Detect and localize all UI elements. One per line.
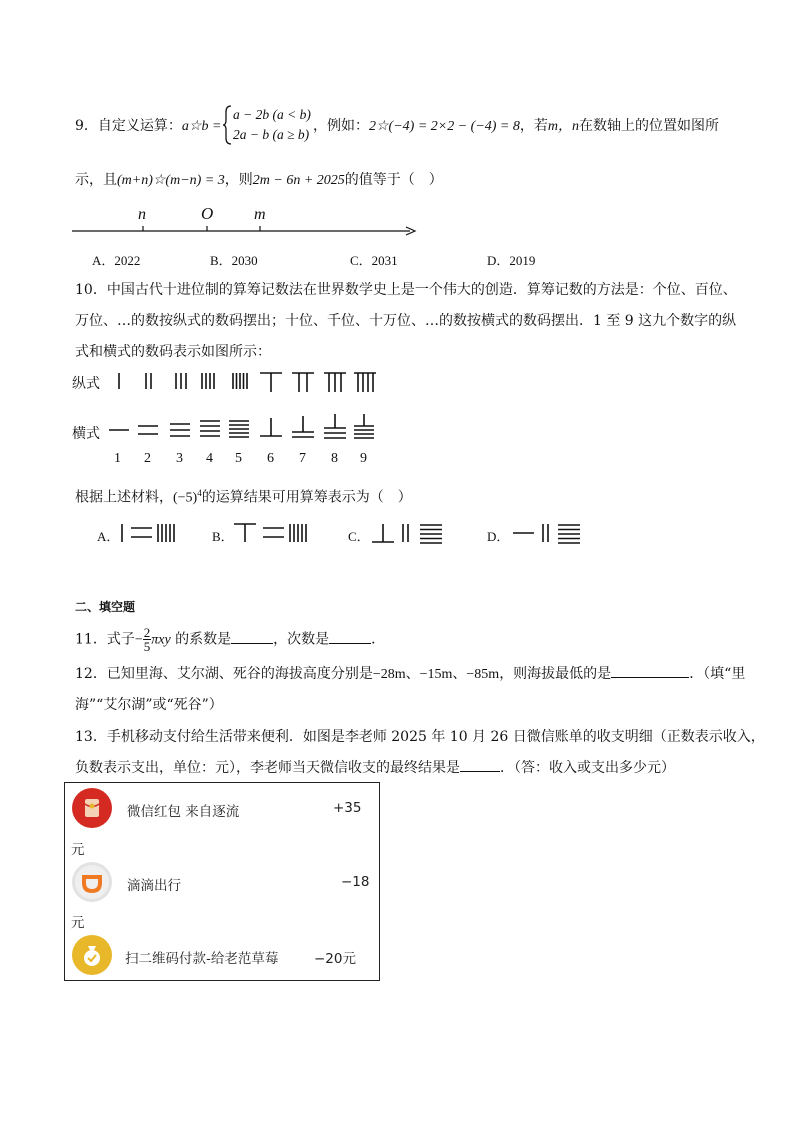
q10-option-a-label[interactable]: A．	[97, 529, 120, 544]
q9-example: 2☆(−4) = 2×2 − (−4) = 8	[369, 119, 520, 134]
q10-option-a-rods[interactable]	[118, 518, 188, 548]
didi-icon	[72, 862, 112, 902]
q11-blank-degree[interactable]	[329, 629, 371, 644]
money-bag-icon	[72, 935, 112, 975]
q9-cond: (m+n)☆(m−n) = 3	[117, 173, 225, 188]
q12-values: −28m、−15m、−85m	[372, 667, 500, 682]
q10-line1: 10．中国古代十进位制的算筹记数法在世界数学史上是一个伟大的创造．算筹记数的方法是：个位、百位、	[75, 282, 737, 298]
q9-line2-end: 的值等于（ ）	[344, 172, 443, 188]
q9-case2: 2a − b (a ≥ b)	[233, 127, 310, 142]
digit-label: 8	[331, 451, 338, 466]
q9-after-example: ，若	[519, 118, 548, 134]
q9-prefix: 9．自定义运算：	[75, 118, 182, 134]
q12-start: 12．已知里海、艾尔湖、死谷的海拔高度分别是	[75, 666, 373, 682]
fraction-numerator: 2	[143, 625, 151, 640]
q11-fraction	[143, 626, 152, 653]
q10-option-c-rods[interactable]	[370, 518, 450, 548]
digit-label: 9	[360, 451, 367, 466]
number-line	[70, 200, 420, 240]
q10-option-d-rods[interactable]	[510, 518, 590, 548]
q10-question-start: 根据上述材料，	[75, 489, 173, 506]
bill-item-unit: 元	[71, 915, 85, 931]
q9-option-a[interactable]: A．2022	[92, 253, 141, 268]
q9-line1-rest	[313, 116, 719, 137]
row-label-vertical: 纵式	[72, 376, 100, 392]
q9-line2-mid: ，则	[224, 172, 253, 188]
q12-line1	[75, 663, 745, 685]
q11-start: 11．式子	[75, 631, 135, 648]
digit-label: 3	[176, 451, 183, 466]
q12-blank[interactable]	[611, 663, 689, 678]
q10-option-b-rods[interactable]	[232, 518, 317, 548]
bill-item-unit: 元	[71, 842, 85, 858]
bill-item-title: 微信红包 来自逐流	[127, 804, 240, 820]
bill-item-amount: −18	[341, 874, 370, 890]
digit-label: 5	[235, 451, 242, 466]
bill-item-title: 滴滴出行	[127, 878, 181, 894]
q9-expr: 2m − 6n + 2025	[252, 173, 345, 188]
q10-question	[75, 483, 412, 509]
q11-minus: −	[134, 632, 143, 648]
q9-after-def: ，例如：	[313, 118, 369, 134]
q10-line2: 万位、…的数按纵式的数码摆出；十位、千位、十万位、…的数按横式的数码摆出．1 至 9 这九个数字的纵	[75, 313, 737, 329]
axis-label-n: n	[138, 206, 146, 223]
red-packet-icon	[72, 788, 112, 828]
q9-op-lhs: a☆b =	[181, 119, 222, 134]
digit-label: 2	[144, 451, 151, 466]
horizontal-rods	[109, 414, 374, 438]
q11-mid2: ，次数是	[273, 631, 330, 648]
q9-tail1: 在数轴上的位置如图所	[579, 118, 720, 134]
vertical-rods	[119, 373, 376, 392]
q11-end: ．	[371, 631, 386, 648]
q12-line2: 海”“艾尔湖”或“死谷”）	[75, 697, 223, 713]
q10-power: (−5)	[173, 490, 198, 506]
q9-line2	[75, 170, 443, 191]
q10-question-end: 的运算结果可用算筹表示为（ ）	[201, 489, 412, 506]
q9-line1	[75, 116, 221, 137]
digit-label: 1	[114, 451, 121, 466]
q10-option-d-label[interactable]: D．	[487, 529, 510, 544]
q11-var: πxy	[151, 632, 171, 648]
q10-line3: 式和横式的数码表示如图所示：	[75, 344, 271, 360]
q13-line2-start: 负数表示支出，单位：元），李老师当天微信收支的最终结果是	[75, 760, 460, 776]
q10-option-c-label[interactable]: C．	[348, 529, 370, 544]
q9-mn: m，n	[547, 119, 580, 134]
q11-line	[75, 626, 385, 653]
brace-icon	[222, 104, 232, 146]
axis-label-m: m	[254, 206, 266, 223]
bill-item-title: 扫二维码付款-给老范草莓	[125, 951, 279, 967]
digit-label: 4	[206, 451, 213, 466]
q13-line2-end: ．（答：收入或支出多少元）	[500, 760, 675, 776]
q11-mid: 的系数是	[175, 631, 232, 648]
axis-label-o: O	[201, 204, 214, 223]
q10-option-b-label[interactable]: B．	[212, 529, 234, 544]
digit-label: 7	[299, 451, 306, 466]
q10-exponent: 4	[197, 488, 202, 498]
q9-line2-start: 示，且	[75, 172, 117, 188]
q9-case1: a − 2b (a < b)	[233, 107, 311, 122]
counting-rods-table	[100, 368, 390, 448]
section-title: 二、填空题	[75, 600, 136, 614]
q9-option-b[interactable]: B．2030	[210, 253, 258, 268]
q9-option-c[interactable]: C．2031	[350, 253, 398, 268]
row-label-horizontal: 横式	[72, 426, 100, 442]
q12-mid: ，则海拔最低的是	[499, 666, 612, 682]
q12-end: ．（填“里	[689, 666, 746, 682]
q13-line2	[75, 757, 675, 778]
bill-item-amount: +35	[333, 800, 362, 816]
q11-blank-coefficient[interactable]	[231, 629, 273, 644]
fraction-denominator: 5	[143, 639, 151, 654]
digit-label: 6	[267, 451, 274, 466]
q9-option-d[interactable]: D．2019	[487, 253, 536, 268]
q13-blank[interactable]	[460, 757, 500, 772]
bill-item-amount: −20元	[314, 951, 356, 967]
q13-line1: 13．手机移动支付给生活带来便利．如图是李老师 2025 年 10 月 26 日微信账单的收支明细（正数表示收入，	[75, 729, 765, 745]
